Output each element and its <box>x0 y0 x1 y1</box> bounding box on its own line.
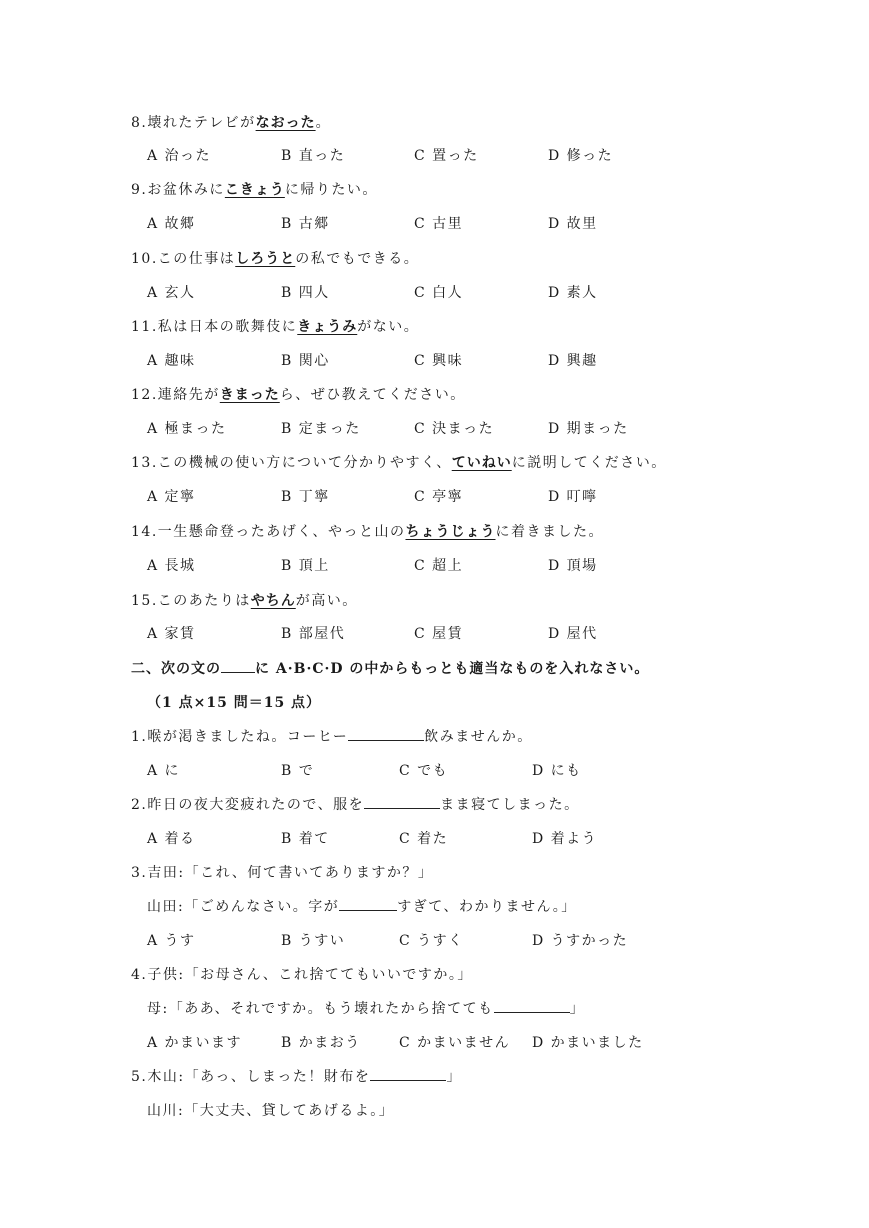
option-b: B 丁寧 <box>281 489 330 505</box>
question-text: 連絡先が <box>157 387 220 403</box>
option-c: C 亭寧 <box>414 489 464 505</box>
underlined-keyword: ちょうじょう <box>405 524 496 540</box>
s2-question-4-reply <box>147 1000 585 1018</box>
option-c: C かまいません <box>399 1035 511 1051</box>
answer-blank <box>364 796 440 809</box>
question-text: に帰りたい。 <box>284 182 378 198</box>
question-text: このあたりは <box>157 593 251 609</box>
option-a: A 着る <box>147 831 196 847</box>
question-text: 壊れたテレビが <box>147 115 256 131</box>
option-a: A 長城 <box>147 558 196 574</box>
question-12 <box>131 386 466 404</box>
question-text: まま寝てしまった。 <box>440 797 580 813</box>
option-c: C 白人 <box>414 285 464 301</box>
option-c: C 着た <box>399 831 449 847</box>
underlined-keyword: きょうみ <box>297 319 358 335</box>
option-c: C 置った <box>414 148 479 164</box>
question-text: に説明してください。 <box>511 455 667 471</box>
question-15 <box>131 592 358 610</box>
question-number: 14. <box>131 524 158 540</box>
question-text: 。 <box>315 115 332 131</box>
option-d: D うすかった <box>532 933 629 949</box>
question-number: 11. <box>131 319 158 335</box>
question-number: 13. <box>131 455 158 471</box>
underlined-keyword: しろうと <box>235 251 296 267</box>
answer-blank <box>348 728 424 741</box>
s2-question-4: 4.子供:「お母さん、これ捨ててもいいですか。」 <box>131 967 473 983</box>
answer-blank <box>494 1000 570 1013</box>
section-2-heading <box>131 660 649 678</box>
question-text: の私でもできる。 <box>295 251 420 267</box>
option-a: A 玄人 <box>147 285 196 301</box>
section-2-points: （1 点×15 問＝15 点） <box>147 695 322 711</box>
option-d: D 修った <box>548 148 614 164</box>
question-number: 10. <box>131 251 158 267</box>
question-text: 1.喉が渇きましたね。コーヒー <box>131 729 349 745</box>
question-text: 山田:「ごめんなさい。字が <box>147 899 340 915</box>
heading-text: に A·B·C·D の中からもっとも適当なものを入れなさい。 <box>255 661 650 677</box>
question-text: この機械の使い方について分かりやすく、 <box>157 455 452 471</box>
option-a: A 定寧 <box>147 489 196 505</box>
option-c: C 興味 <box>414 353 464 369</box>
question-number: 12. <box>131 387 158 403</box>
s2-question-3-reply <box>147 898 577 916</box>
answer-blank <box>339 898 397 911</box>
option-d: D 故里 <box>548 216 598 232</box>
s2-question-3: 3.吉田:「これ、何て書いてありますか？」 <box>131 865 434 881</box>
question-8 <box>131 114 331 132</box>
option-b: B 古郷 <box>281 216 330 232</box>
question-text: 私は日本の歌舞伎に <box>157 319 298 335</box>
option-b: B で <box>281 763 315 779</box>
s2-question-1 <box>131 728 533 746</box>
question-text: 2.昨日の夜大変疲れたので、服を <box>131 797 365 813</box>
question-text: 」 <box>446 1069 462 1085</box>
underlined-keyword: ていねい <box>451 455 512 471</box>
s2-question-5 <box>131 1068 462 1086</box>
question-number: 15. <box>131 593 158 609</box>
answer-blank <box>370 1068 446 1081</box>
option-d: D 素人 <box>548 285 598 301</box>
question-10 <box>131 250 419 268</box>
option-c: C 古里 <box>414 216 464 232</box>
option-c: C 屋賃 <box>414 626 464 642</box>
question-text: 」 <box>569 1001 586 1017</box>
option-b: B 着て <box>281 831 330 847</box>
question-text: に着きました。 <box>495 524 604 540</box>
option-c: C 超上 <box>414 558 464 574</box>
option-b: B 関心 <box>281 353 330 369</box>
question-14 <box>131 523 604 541</box>
question-text: 5.木山:「あっ、しまった！財布を <box>131 1069 371 1085</box>
question-11 <box>131 318 419 336</box>
question-text: がない。 <box>357 319 420 335</box>
question-text: お盆休みに <box>147 182 225 198</box>
question-number: 8. <box>131 115 148 131</box>
option-d: D 頂場 <box>548 558 598 574</box>
option-c: C 決まった <box>414 421 495 437</box>
question-13 <box>131 454 667 472</box>
option-b: B 定まった <box>281 421 361 437</box>
option-b: B 頂上 <box>281 558 330 574</box>
question-9 <box>131 181 378 199</box>
option-b: B うすい <box>281 933 346 949</box>
option-b: B 部屋代 <box>281 626 346 642</box>
heading-text: 二、次の文の <box>131 661 221 677</box>
question-text: 母:「ああ、それですか。もう壊れたから捨てても <box>147 1001 494 1017</box>
option-d: D 着よう <box>532 831 598 847</box>
s2-question-5-reply: 山川:「大丈夫、貸してあげるよ。」 <box>147 1103 395 1119</box>
option-a: A 極まった <box>147 421 227 437</box>
option-b: B かまおう <box>281 1035 361 1051</box>
option-d: D にも <box>532 763 582 779</box>
option-a: A に <box>147 763 181 779</box>
option-c: C うすく <box>399 933 464 949</box>
option-d: D 屋代 <box>548 626 598 642</box>
option-d: D 叮嚀 <box>548 489 598 505</box>
option-b: B 四人 <box>281 285 330 301</box>
option-a: A 家賃 <box>147 626 196 642</box>
option-a: A うす <box>147 933 196 949</box>
option-d: D 興趣 <box>548 353 598 369</box>
option-a: A かまいます <box>147 1035 243 1051</box>
underlined-keyword: きまった <box>219 387 280 403</box>
question-text: この仕事は <box>157 251 236 267</box>
underlined-keyword: こきょう <box>224 182 285 198</box>
s2-question-2 <box>131 796 580 814</box>
option-c: C でも <box>399 763 449 779</box>
underlined-keyword: やちん <box>250 593 296 609</box>
option-d: D 期まった <box>548 421 629 437</box>
blank-line <box>221 660 255 673</box>
option-a: A 故郷 <box>147 216 196 232</box>
question-text: すぎて、わかりません。」 <box>397 899 577 915</box>
question-text: ら、ぜひ教えてください。 <box>279 387 466 403</box>
question-text: 一生懸命登ったあげく、やっと山の <box>157 524 406 540</box>
underlined-keyword: なおった <box>255 115 316 131</box>
question-number: 9. <box>131 182 148 198</box>
question-text: が高い。 <box>295 593 358 609</box>
option-a: A 治った <box>147 148 212 164</box>
option-b: B 直った <box>281 148 346 164</box>
option-a: A 趣味 <box>147 353 196 369</box>
question-text: 飲みませんか。 <box>424 729 533 745</box>
option-d: D かまいました <box>532 1035 644 1051</box>
